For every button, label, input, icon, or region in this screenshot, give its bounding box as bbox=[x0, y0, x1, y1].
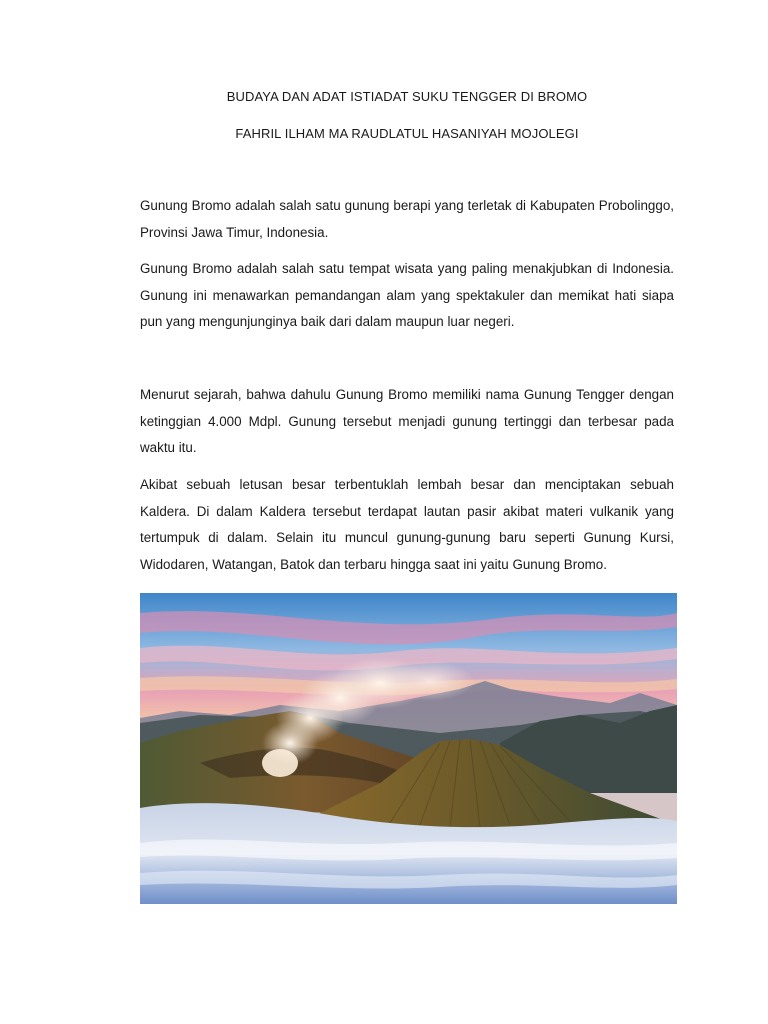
paragraph-1: Gunung Bromo adalah salah satu gunung berapi yang terletak di Kabupaten Probolinggo, Provinsi Jawa Timur, Indonesia. bbox=[140, 198, 674, 240]
bromo-landscape-photo bbox=[140, 593, 677, 904]
document-title: BUDAYA DAN ADAT ISTIADAT SUKU TENGGER DI BROMO bbox=[226, 89, 588, 104]
paragraph-2: Gunung Bromo adalah salah satu tempat wisata yang paling menakjubkan di Indonesia. Gunung ini menawarkan pemandangan alam yang spektakuler dan memikat hati siapa pun yang mengunjunginya baik dari dalam maupun luar negeri. bbox=[140, 261, 674, 329]
paragraph-3: Menurut sejarah, bahwa dahulu Gunung Bromo memiliki nama Gunung Tengger dengan ketinggian 4.000 Mdpl. Gunung tersebut menjadi gunung tertinggi dan terbesar pada waktu itu. bbox=[140, 387, 674, 455]
document-author: FAHRIL ILHAM MA RAUDLATUL HASANIYAH MOJOLEGI bbox=[235, 126, 579, 141]
bromo-landscape-illustration bbox=[140, 593, 677, 904]
paragraph-4: Akibat sebuah letusan besar terbentuklah lembah besar dan menciptakan sebuah Kaldera. Di dalam Kaldera tersebut terdapat lautan pasir akibat materi vulkanik yang tertumpuk di dalam. Selain itu muncul gunung-gunung baru seperti Gunung Kursi, Widodaren, Watangan, Batok dan terbaru hingga saat ini yaitu Gunung Bromo. bbox=[140, 477, 674, 572]
